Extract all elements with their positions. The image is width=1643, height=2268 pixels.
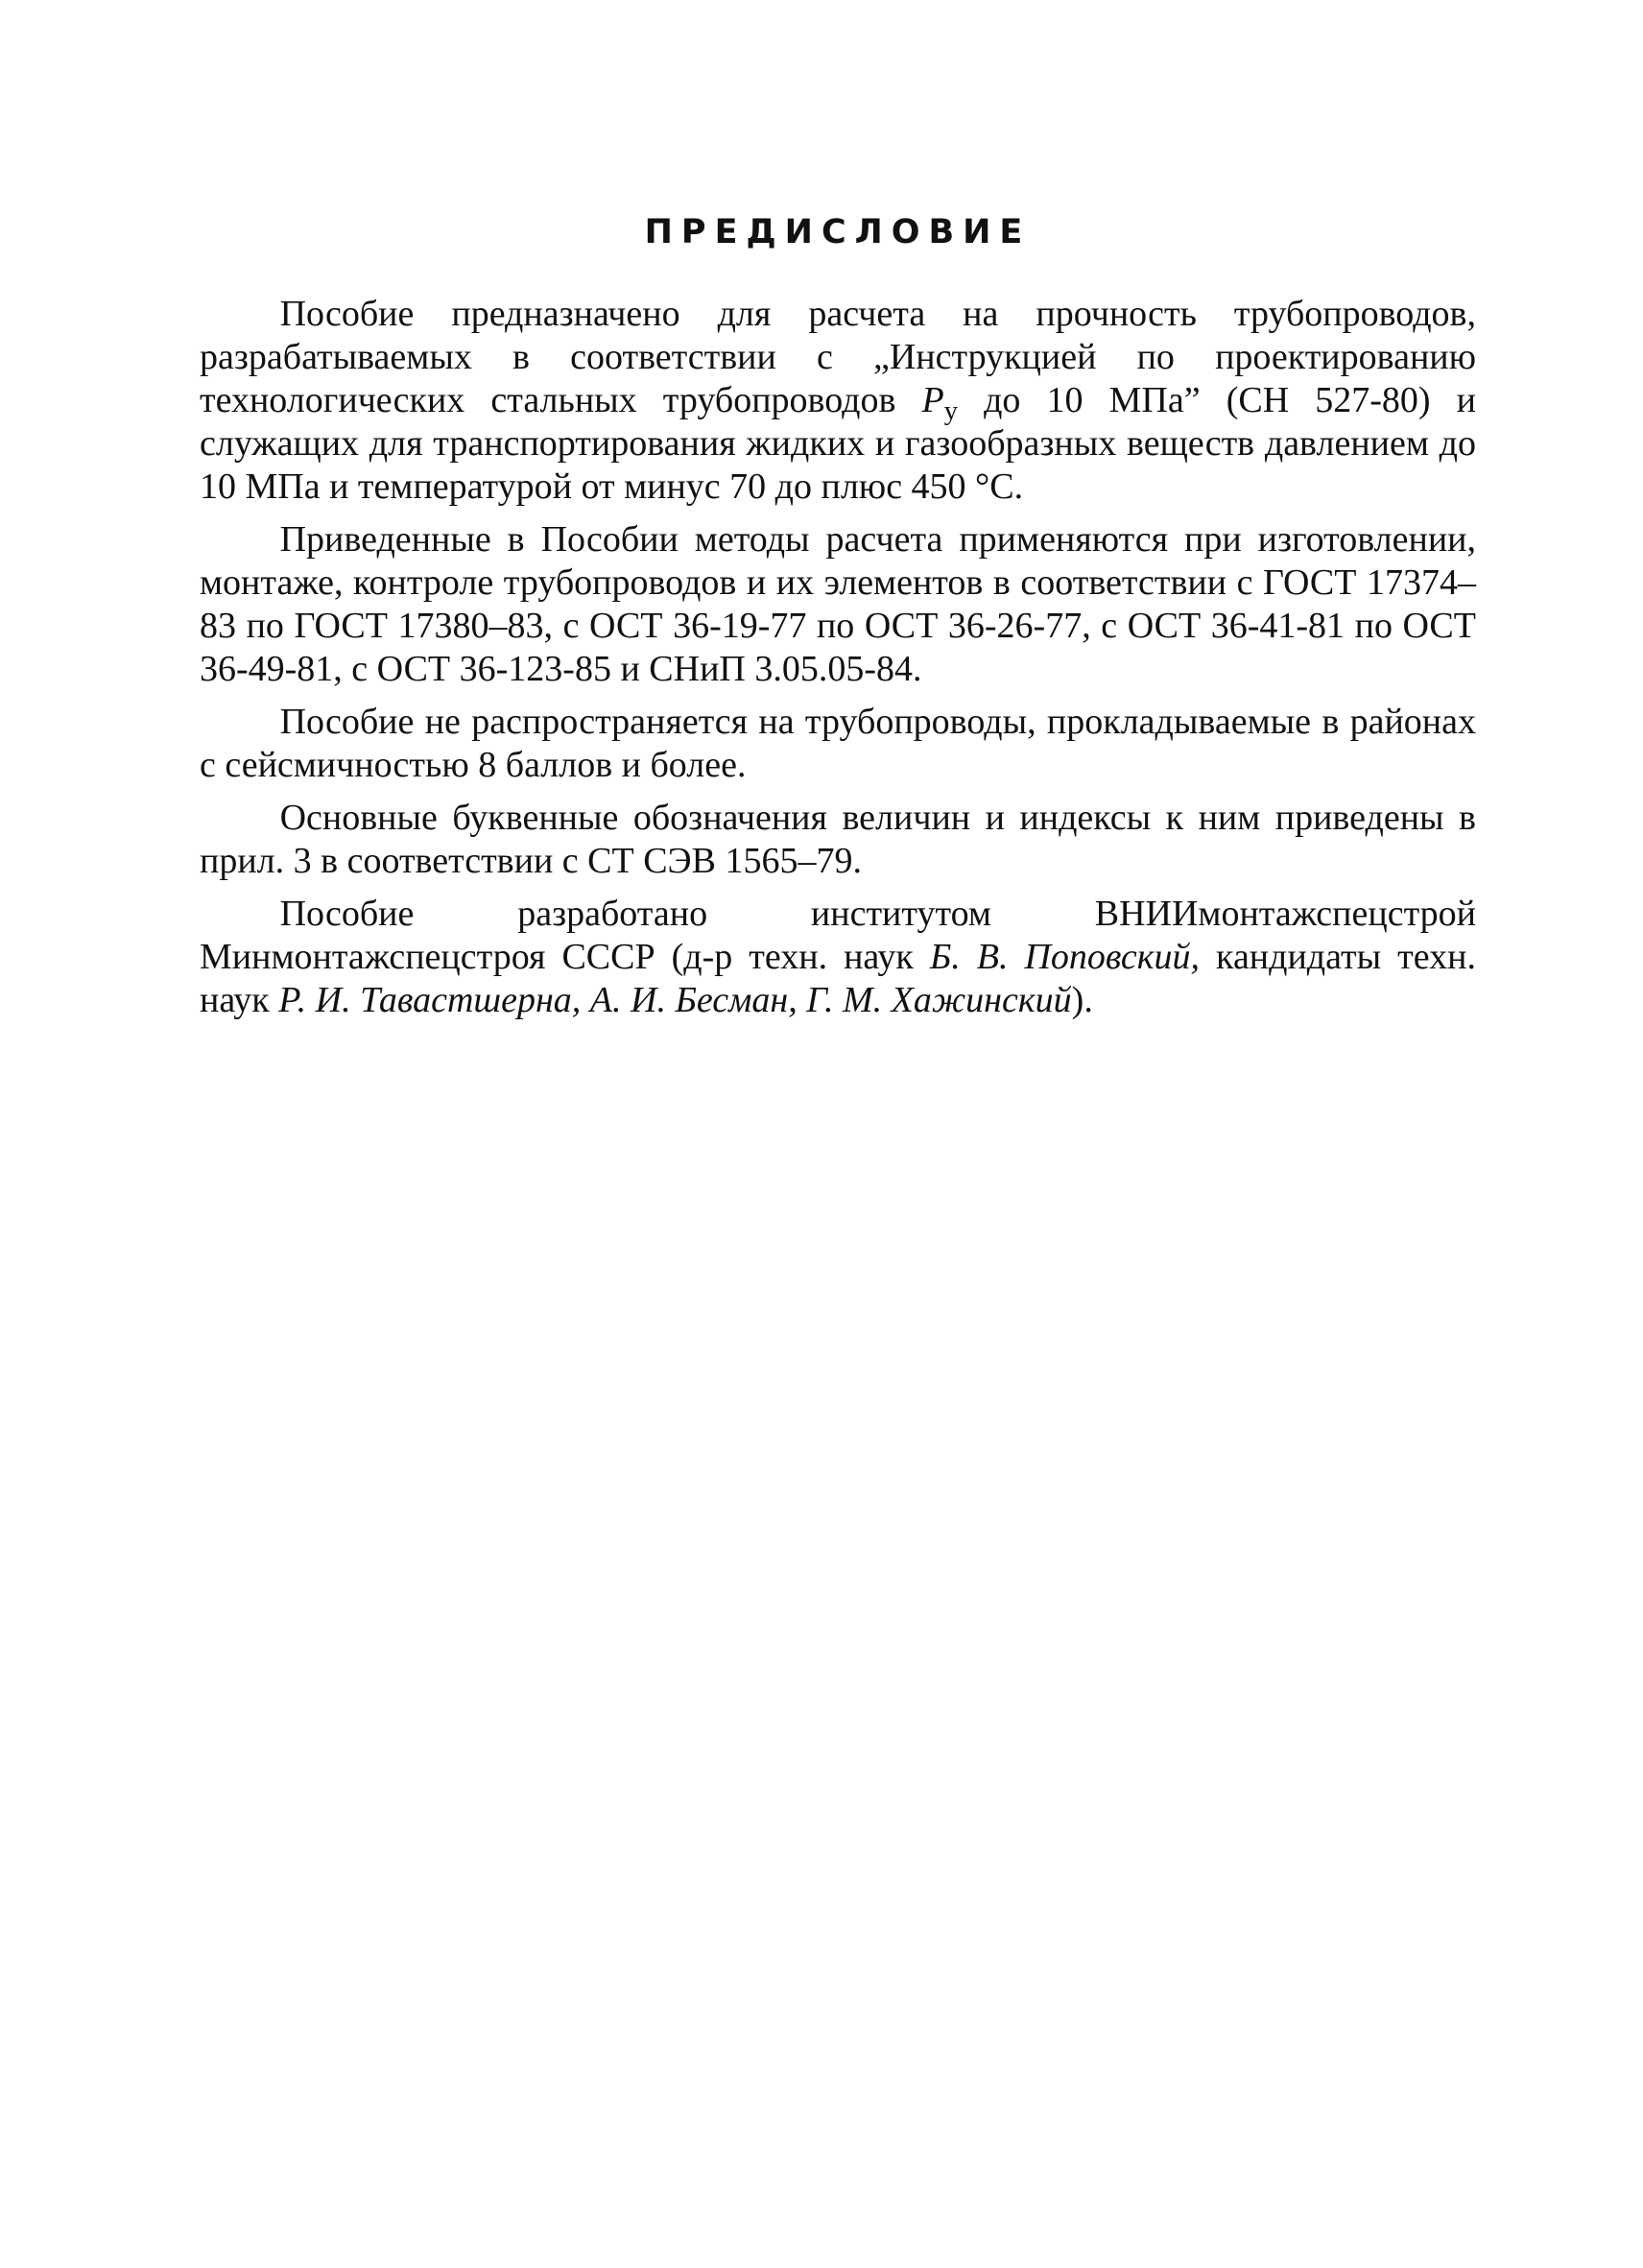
pressure-symbol-letter: P [921,380,944,420]
pressure-symbol-subscript: у [943,395,958,426]
page-title: ПРЕДИСЛОВИЕ [644,213,1032,251]
paragraph-authors-outro: ). [1071,980,1093,1020]
pressure-symbol [921,380,958,426]
paragraph-purpose [200,293,1476,509]
paragraph-purpose-text-start: Пособие предназначено для расчета на прочность трубопроводов, разрабатываемых в соответствии с „Инструкцией по проектированию технологических стальных трубопроводов [200,294,1476,420]
author-lead: Б. В. Поповский, [929,937,1201,977]
preface-body [200,293,1476,1032]
paragraph-authors [200,893,1476,1022]
paragraph-authors-intro: Пособие разработано институтом ВНИИмонтажспецстрой Минмонтажспецстроя СССР (д-р техн. наук [200,894,1476,977]
paragraph-purpose-text-end: до 10 МПа” (СН 527-80) и служащих для транспортирования жидких и газообразных веществ давлением до 10 МПа и температурой от минус 70 до плюс 450 °С. [200,380,1476,507]
author-list: Р. И. Тавастшерна, А. И. Бесман, Г. М. Хажинский [278,980,1072,1020]
paragraph-authors-middle: кандидаты техн. наук [200,937,1476,1020]
paragraph-notation: Основные буквенные обозначения величин и индексы к ним приведены в прил. 3 в соответствии с СТ СЭВ 1565–79. [200,798,1476,881]
paragraph-methods: Приведенные в Пособии методы расчета применяются при изготовлении, монтаже, контроле трубопроводов и их элементов в соответствии с ГОСТ 17374–83 по ГОСТ 17380–83, с ОСТ 36-19-77 по ОСТ 36-26-77, с ОСТ 36-41-81 по ОСТ 36-49-81, с ОСТ 36-123-85 и СНиП 3.05.05-84. [200,519,1476,689]
paragraph-seismic: Пособие не распространяется на трубопроводы, прокладываемые в районах с сейсмичностью 8 баллов и более. [200,702,1476,785]
